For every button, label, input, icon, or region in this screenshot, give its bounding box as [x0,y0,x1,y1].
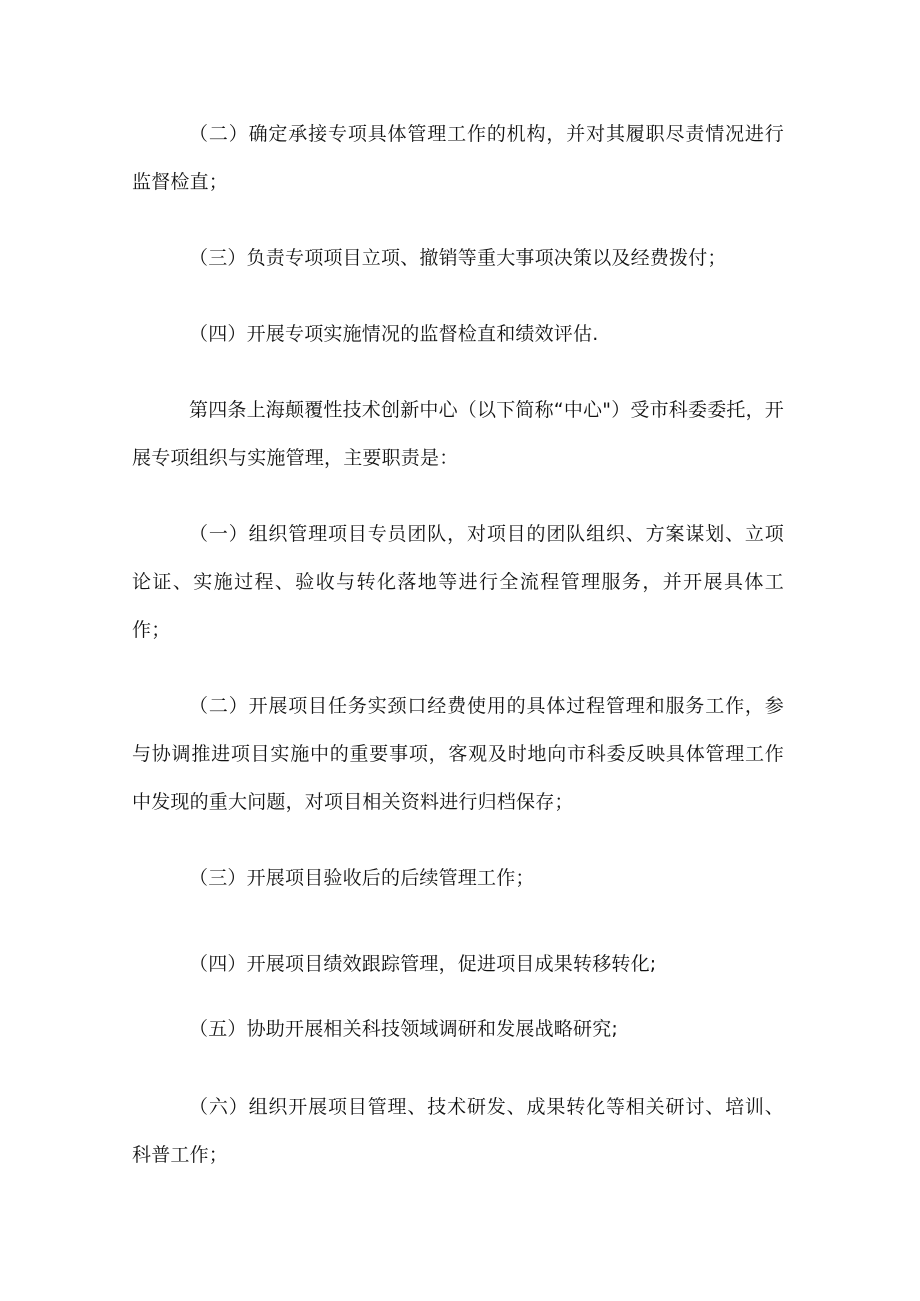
paragraph-duty-2: （二）开展项目任务实颈口经费使用的具体过程管理和服务工作，参与协调推进项目实施中的重要事项，客观及时地向市科委反映具体管理工作中发现的重大问题，对项目相关资料进行归档保存； [132,695,784,813]
paragraph-item-2-confirm-institution: （二）确定承接专项具体管理工作的机构，并对其履职尽责情况进行监督检直； [132,123,784,193]
paragraph-duty-1: （一）组织管理项目专员团队，对项目的团队组织、方案谋划、立项论证、实施过程、验收与转化落地等进行全流程管理服务，并开展具体工作； [132,523,784,641]
paragraph-duty-6: （六）组织开展项目管理、技术研发、成果转化等相关研讨、培训、科普工作； [132,1096,784,1166]
paragraph-item-3-project-decision: （三）负责专项项目立项、撤销等重大事项决策以及经费拨付； [189,247,727,269]
paragraph-duty-4: （四）开展项目绩效跟踪管理，促进项目成果转移转化; [189,953,657,975]
paragraph-article-4: 第四条上海颠覆性技术创新中心（以下简称“中心"）受市科委委托，开展专项组织与实施管理，主要职责是： [132,399,784,469]
paragraph-duty-3: （三）开展项目验收后的后续管理工作； [189,867,535,889]
paragraph-duty-5: （五）协助开展相关科技领域调研和发展战略研究; [189,1018,619,1040]
paragraph-item-4-supervision: （四）开展专项实施情况的监督检直和绩效评估. [189,323,599,345]
